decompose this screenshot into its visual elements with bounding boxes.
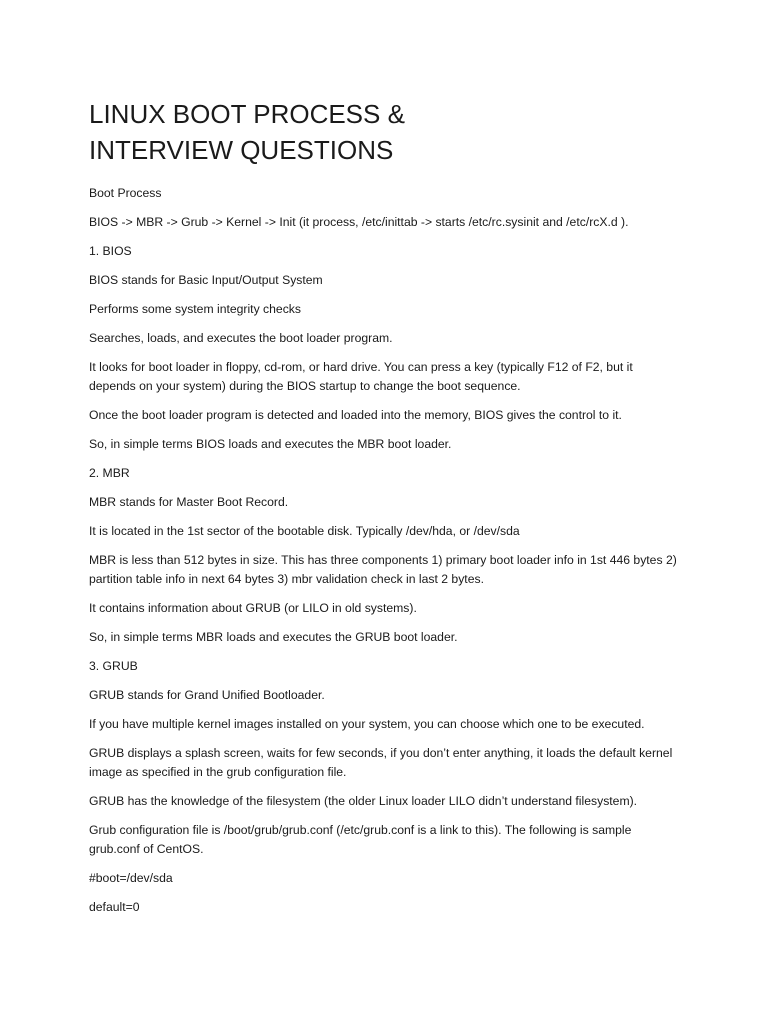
paragraph: BIOS stands for Basic Input/Output System — [89, 273, 323, 287]
paragraph: If you have multiple kernel images installed on your system, you can choose which one to be executed. — [89, 717, 645, 731]
config-line: #boot=/dev/sda — [89, 871, 173, 885]
document-body — [89, 96, 679, 927]
paragraph: Searches, loads, and executes the boot loader program. — [89, 331, 393, 345]
config-line: default=0 — [89, 900, 140, 914]
paragraph: GRUB has the knowledge of the filesystem (the older Linux loader LILO didn’t understand filesystem). — [89, 794, 638, 808]
paragraph: GRUB stands for Grand Unified Bootloader. — [89, 688, 325, 702]
paragraph: It looks for boot loader in floppy, cd-rom, or hard drive. You can press a key (typically F12 of F2, but it depends on your system) during the BIOS startup to change the boot sequence. — [89, 360, 633, 393]
paragraph: GRUB displays a splash screen, waits for few seconds, if you don’t enter anything, it loads the default kernel image as specified in the grub configuration file. — [89, 746, 673, 779]
paragraph: Once the boot loader program is detected and loaded into the memory, BIOS gives the control to it. — [89, 408, 622, 422]
paragraph: Performs some system integrity checks — [89, 302, 301, 316]
boot-sequence-summary: BIOS -> MBR -> Grub -> Kernel -> Init (it process, /etc/inittab -> starts /etc/rc.sysinit and /etc/rcX.d ). — [89, 215, 629, 229]
paragraph: It contains information about GRUB (or LILO in old systems). — [89, 601, 417, 615]
section-heading-grub: 3. GRUB — [89, 659, 138, 673]
paragraph: It is located in the 1st sector of the bootable disk. Typically /dev/hda, or /dev/sda — [89, 524, 520, 538]
section-heading-mbr: 2. MBR — [89, 466, 130, 480]
paragraph: Grub configuration file is /boot/grub/grub.conf (/etc/grub.conf is a link to this). The following is sample grub.conf of CentOS. — [89, 823, 632, 856]
document-title — [89, 96, 679, 168]
section-heading-boot-process: Boot Process — [89, 186, 162, 200]
section-heading-bios: 1. BIOS — [89, 244, 132, 258]
paragraph: So, in simple terms MBR loads and executes the GRUB boot loader. — [89, 630, 458, 644]
title-line-1: LINUX BOOT PROCESS & — [89, 99, 405, 129]
title-line-2: INTERVIEW QUESTIONS — [89, 135, 394, 165]
paragraph: MBR stands for Master Boot Record. — [89, 495, 289, 509]
paragraph: MBR is less than 512 bytes in size. This has three components 1) primary boot loader info in 1st 446 bytes 2) partition table info in next 64 bytes 3) mbr validation check in last 2 bytes. — [89, 553, 677, 586]
paragraph: So, in simple terms BIOS loads and executes the MBR boot loader. — [89, 437, 452, 451]
